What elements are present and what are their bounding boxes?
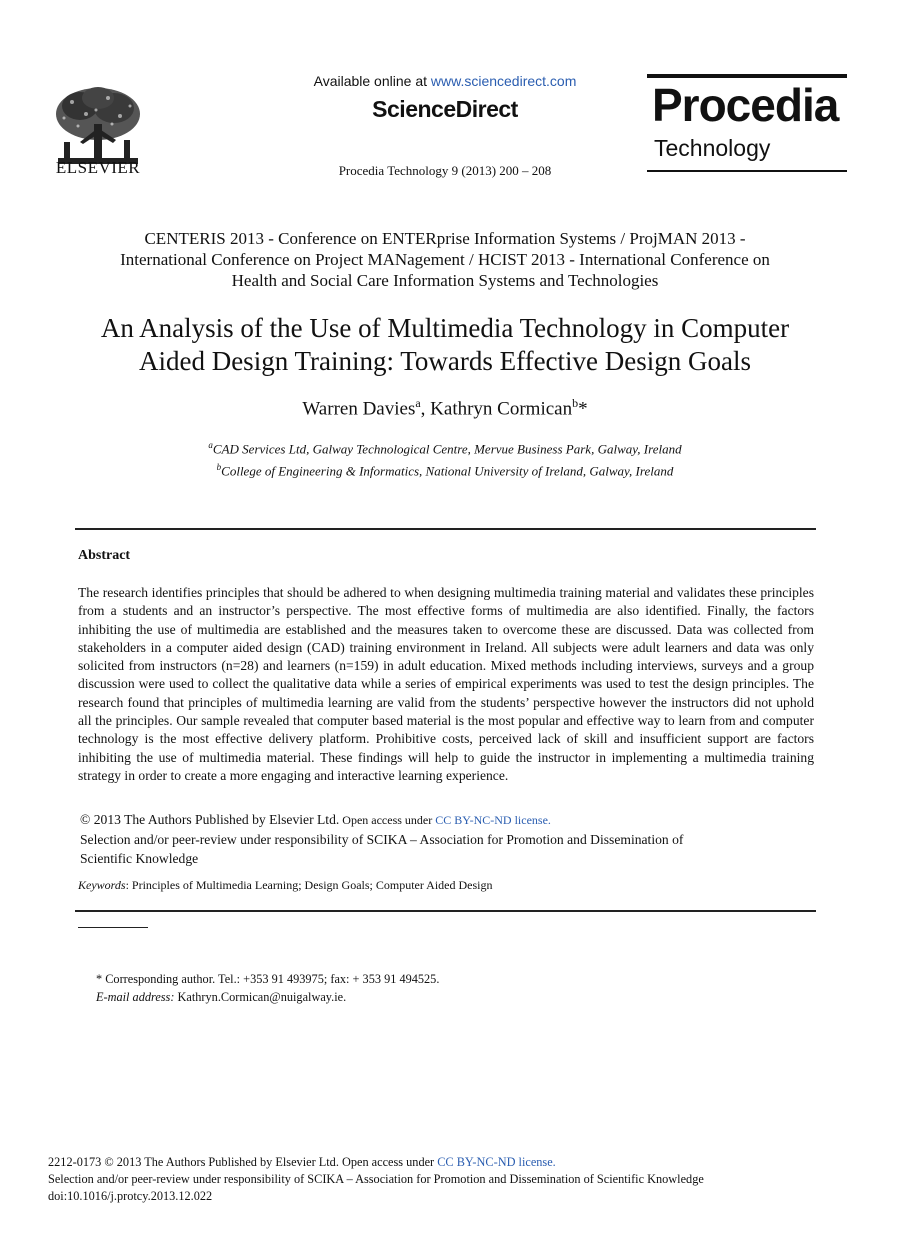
title-line: An Analysis of the Use of Multimedia Technology in Computer <box>100 313 790 343</box>
email-label: E-mail address: <box>96 990 175 1004</box>
copyright-block <box>80 810 816 868</box>
abstract-body: The research identifies principles that should be adhered to when designing multimedia training material and validates these principles from a students and an instructor’s perspective. The most effective forms of multimedia are also identified. Finally, the factors inhibiting the use of multimedia are established and the measures taken to overcome these are discussed. Data was collected from stakeholders in a computer aided design (CAD) training environment in Ireland. All subjects were adult learners and data was only solicited from instructors (n=28) and learners (n=159) in adult education. Mixed methods including interviews, surveys and a group discussion were used to collect the qualitative data while a series of empirical experiments was used to test the design principles. The research found that principles of multimedia learning are valid from the students’ perspective however the instructors did not uphold all the principles. Our sample revealed that computer based material is the most popular and effective way to learn from and computer technology is the most effective delivery platform. Prohibitive costs, perceived lack of skill and insufficient support are factors inhibiting the use of multimedia material. These findings will help to guide the instructor in implementing a multimedia training strategy in order to create a more engaging and interactive learning experience. <box>78 585 814 783</box>
corresponding-author-note: * Corresponding author. Tel.: +353 91 493975; fax: + 353 91 494525. <box>96 972 440 986</box>
author-affil-mark: b <box>572 396 579 410</box>
abstract-heading: Abstract <box>78 548 131 563</box>
author-list <box>40 396 850 420</box>
availability-line <box>180 73 710 89</box>
license-link[interactable]: CC BY-NC-ND license. <box>435 813 551 827</box>
publisher-name: ELSEVIER <box>55 158 141 177</box>
footer-doi: doi:10.1016/j.protcy.2013.12.022 <box>48 1189 213 1203</box>
conference-line: CENTERIS 2013 - Conference on ENTERprise Information Systems / ProjMAN 2013 - <box>144 229 746 248</box>
affiliation-text: CAD Services Ltd, Galway Technological Centre, Mervue Business Park, Galway, Ireland <box>212 441 682 457</box>
journal-reference: Procedia Technology 9 (2013) 200 – 208 <box>338 163 552 178</box>
conference-line: Health and Social Care Information Systems and Technologies <box>231 271 659 290</box>
page-footer <box>48 1154 704 1205</box>
footer-license-link[interactable]: CC BY-NC-ND license. <box>437 1155 556 1169</box>
footer-review-line: Selection and/or peer-review under responsibility of SCIKA – Association for Promotion and Dissemination of Scientific Knowledge <box>48 1172 704 1186</box>
author-separator: , <box>420 398 431 420</box>
availability-prefix: Available online at <box>313 73 431 89</box>
article-title <box>40 312 850 378</box>
affiliation-line <box>40 458 850 480</box>
conference-line: International Conference on Project MANagement / HCIST 2013 - International Conference on <box>120 250 770 269</box>
footnote <box>96 970 439 1006</box>
copyright-line <box>80 810 816 830</box>
author-name: Warren Davies <box>302 398 416 420</box>
sciencedirect-link[interactable]: www.sciencedirect.com <box>430 73 577 89</box>
journal-logo-main: Procedia <box>652 79 839 131</box>
footnote-rule <box>78 927 148 928</box>
footer-issn-line <box>48 1154 704 1171</box>
review-line: Selection and/or peer-review under responsibility of SCIKA – Association for Promotion and Dissemination of <box>80 832 684 847</box>
affiliations <box>40 436 850 481</box>
affiliation-text: College of Engineering & Informatics, National University of Ireland, Galway, Ireland <box>221 463 674 479</box>
journal-logo-sub: Technology <box>654 135 771 161</box>
author-affil-mark: a <box>415 396 421 410</box>
abstract-top-rule <box>75 528 816 530</box>
email-line <box>96 988 439 1006</box>
copyright-text: © 2013 The Authors Published by Elsevier Ltd. <box>80 812 340 827</box>
keywords-line <box>78 878 493 893</box>
review-line: Scientific Knowledge <box>80 851 199 866</box>
email-address: Kathryn.Cormican@nuigalway.ie. <box>174 990 347 1004</box>
journal-logo-top-rule <box>647 74 847 78</box>
title-line: Aided Design Training: Towards Effective Design Goals <box>138 346 752 376</box>
conference-info <box>60 228 830 291</box>
author-name: Kathryn Cormican <box>430 398 573 420</box>
affiliation-label: a <box>208 440 213 450</box>
abstract-bottom-rule <box>75 910 816 912</box>
footer-copyright: 2212-0173 © 2013 The Authors Published by Elsevier Ltd. Open access under <box>48 1155 438 1169</box>
keywords-text: : Principles of Multimedia Learning; Design Goals; Computer Aided Design <box>125 878 493 892</box>
open-access-text: Open access under <box>339 813 436 827</box>
corresponding-mark: * <box>578 398 588 420</box>
affiliation-label: b <box>216 462 222 473</box>
keywords-label: Keywords <box>78 878 126 892</box>
affiliation-line <box>40 436 850 458</box>
sciencedirect-brand: ScienceDirect <box>372 96 518 122</box>
journal-logo-bottom-rule <box>647 170 847 172</box>
